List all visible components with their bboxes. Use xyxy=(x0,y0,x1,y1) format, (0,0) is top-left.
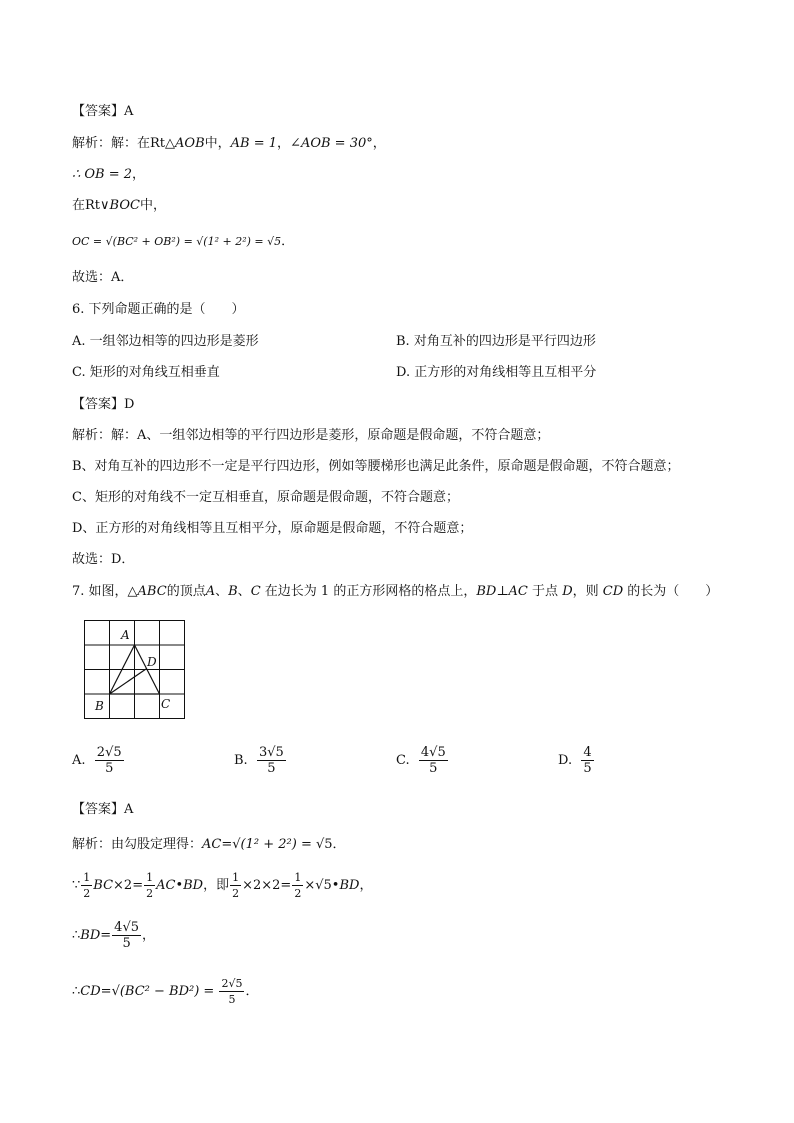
q7-analysis1-prefix: 解析：由勾股定理得： xyxy=(72,837,203,852)
q6-option-b xyxy=(396,333,596,351)
q6-option-b-letter: B. xyxy=(396,334,410,349)
q5-answer-tag: 【答案】A xyxy=(72,104,134,119)
q7-label-b: B xyxy=(95,699,104,713)
q5-line3-prefix: 在 xyxy=(72,198,86,213)
q6-option-d-letter: D. xyxy=(396,365,411,380)
q6-option-a xyxy=(72,333,259,351)
q6-answer-tag: 【答案】D xyxy=(72,397,135,412)
q7-stem-rest: 在边长为 1 的正方形网格的格点上， xyxy=(264,584,477,599)
q6-stem: 6. 下列命题正确的是（ ） xyxy=(72,302,245,317)
q5-aob: AOB xyxy=(175,136,205,151)
q7-stem: 7. 如图，△ABC的顶点A、B、C 在边长为 1 的正方形网格的格点上，BD⊥AC 于点 D，则 CD 的长为（ ） xyxy=(72,584,719,599)
q7-option-d-letter: D. xyxy=(558,753,573,768)
q6-analysis-4: 故选：D． xyxy=(72,552,135,567)
q7-stem-mid: 的顶点 xyxy=(166,584,206,599)
q6-option-a-text: 一组邻边相等的四边形是菱形 xyxy=(89,334,259,349)
q6-option-c-text: 矩形的对角线互相垂直 xyxy=(89,365,220,380)
q7-because: ∵ xyxy=(72,878,81,893)
q6-analysis-0: 解析：解：A、一组邻边相等的平行四边形是菱形，原命题是假命题，不符合题意； xyxy=(72,428,550,443)
q7-option-d-den: 5 xyxy=(583,761,592,776)
q7-option-a-num: 2√5 xyxy=(96,745,122,760)
q5-analysis-prefix: 解析：解：在 xyxy=(72,136,151,151)
q7-analysis-line3: ∴BD= $\frac{4√5}{5}$ ， xyxy=(72,920,156,951)
q7-stem-num: 7. 如图， xyxy=(72,584,128,599)
q7-option-c-num: 4√5 xyxy=(420,745,446,760)
q7-grid-figure xyxy=(84,620,186,720)
q7-therefore-2: ∴ xyxy=(72,984,81,999)
q6-analysis-2: C、矩形的对角线不一定互相垂直，原命题是假命题，不符合题意； xyxy=(72,490,459,505)
q7-option-c-letter: C. xyxy=(396,753,410,768)
q5-oc-formula: OC = √(BC² + OB²) = √(1² + 2²) = √5． xyxy=(72,234,295,249)
q5-zhong-2: 中， xyxy=(139,198,166,213)
q7-option-c-den: 5 xyxy=(429,761,438,776)
q7-therefore-1: ∴ xyxy=(72,928,81,943)
q6-option-a-letter: A. xyxy=(72,334,86,349)
q7-option-b-den: 5 xyxy=(267,761,276,776)
q7-label-a: A xyxy=(121,628,130,642)
q7-stem-rest2: 于点 xyxy=(532,584,559,599)
q7-option-a xyxy=(72,745,125,776)
q5-angle-aob: ∠AOB = 30° xyxy=(290,136,373,151)
q7-option-d-num: 4 xyxy=(583,745,592,760)
q7-analysis-line2: ∵ $\frac{1}{2}$ BC×2= $\frac{1}{2}$ AC•BD，即 $\frac{1}{2}$ ×2×2= $\frac{1}{2}$ ×√5•BD， xyxy=(72,871,373,900)
q7-answer-tag: 【答案】A xyxy=(72,802,134,817)
q7-option-b xyxy=(234,745,287,776)
q7-cd-num: 2√5 xyxy=(221,977,243,990)
q7-cd-den: 5 xyxy=(228,993,236,1006)
q5-ab-eq: AB = 1 xyxy=(230,136,278,151)
q7-option-a-den: 5 xyxy=(105,761,114,776)
q5-rt-2: Rt xyxy=(85,198,101,213)
q5-boc: BOC xyxy=(109,198,140,213)
q6-analysis-3: D、正方形的对角线相等且互相平分，原命题是假命题，不符合题意； xyxy=(72,521,473,536)
q5-choose: 故选：A． xyxy=(72,270,134,285)
q5-analysis-line3: 在Rt∨BOC中， xyxy=(72,198,166,213)
q7-analysis-line4: ∴CD=√(BC² − BD²) = $\frac{2√5}{5}$ ． xyxy=(72,977,259,1006)
q7-analysis2-sep: ，即 xyxy=(203,878,230,893)
q5-rt: Rt xyxy=(150,136,166,151)
q5-ob-text: ∴ OB = 2 xyxy=(72,167,133,182)
q7-label-d: D xyxy=(147,655,157,669)
q7-option-b-letter: B. xyxy=(234,753,248,768)
q6-option-c-letter: C. xyxy=(72,365,86,380)
q6-option-d xyxy=(396,364,596,382)
q7-option-a-letter: A. xyxy=(72,753,86,768)
q5-analysis-line1: 解析：解：在Rt△AOB中，AB = 1，∠AOB = 30°， xyxy=(72,136,386,151)
q5-therefore-ob: ∴ OB = 2， xyxy=(72,167,146,182)
q6-option-c xyxy=(72,364,220,382)
q6-option-d-text: 正方形的对角线相等且互相平分 xyxy=(414,365,597,380)
q5-zhong: 中， xyxy=(204,136,231,151)
q7-bd-den: 5 xyxy=(122,936,131,951)
q7-bd-num: 4√5 xyxy=(114,920,139,935)
q7-option-c xyxy=(396,745,449,776)
q7-stem-tail: 的长为（ ） xyxy=(627,584,719,599)
q6-option-b-text: 对角互补的四边形是平行四边形 xyxy=(413,334,596,349)
q7-option-b-num: 3√5 xyxy=(258,745,284,760)
q7-label-c: C xyxy=(161,697,171,711)
q6-analysis-1: B、对角互补的四边形不一定是平行四边形，例如等腰梯形也满足此条件，原命题是假命题，不符合题意； xyxy=(72,459,680,474)
q5-oc-formula-text: OC = √(BC² + OB²) = √(1² + 2²) = √5 xyxy=(72,235,282,248)
q7-stem-end: ，则 xyxy=(572,584,599,599)
q7-option-d xyxy=(558,745,595,776)
q7-analysis-line1: 解析：由勾股定理得：AC=√(1² + 2²) = √5． xyxy=(72,837,346,852)
